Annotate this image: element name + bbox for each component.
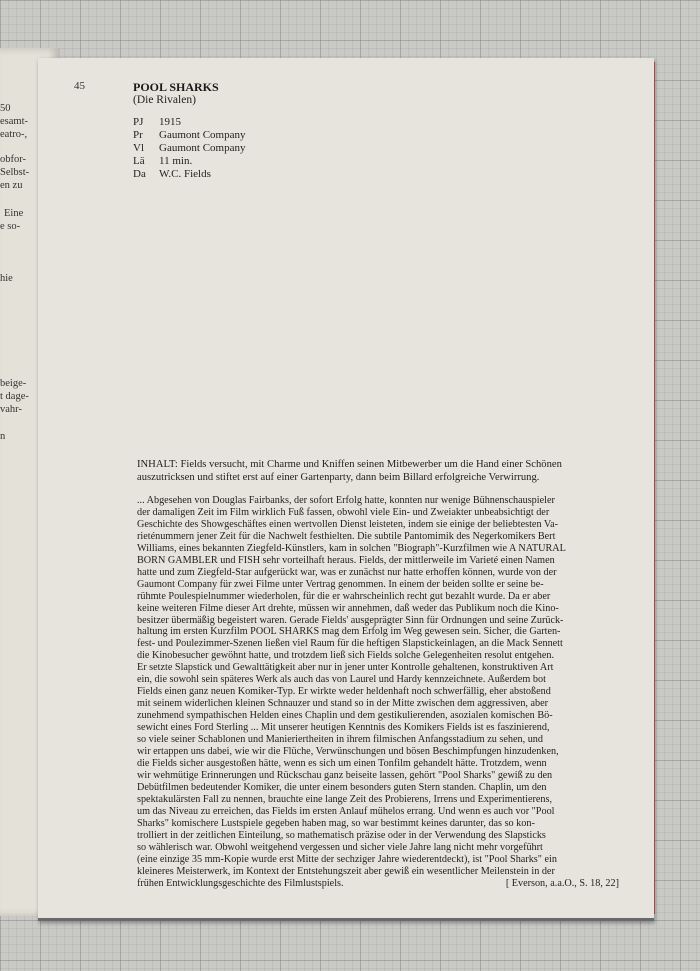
body-line: Er setzte Slapstick und Gewalttätigkeit aber nur in jener unter Kontrolle gehaltenen, konstruktiven Art (137, 662, 554, 674)
left-fragment: en zu (0, 180, 23, 191)
body-line: rühmte Poulespielnummer wiederholen, für die er wahrscheinlich recht gut bezahlt wurde. Da er aber (137, 590, 551, 602)
body-line: sewicht eines Ford Sterling ... Mit unserer heutigen Kenntnis des Komikers Fields ist es faszinierend, (137, 722, 550, 734)
left-fragment: beige- (0, 378, 27, 389)
body-line: Williams, eines bekannten Ziegfeld-Künstlers, kam in solchen "Biograph"-Kurzfilmen wie A NATURAL (137, 542, 566, 554)
body-line: zunehmend sympathischen Helden eines Chaplin und dem gestikulierenden, asozialen komischen Bö- (137, 710, 553, 722)
body-line: Gaumont Company für zwei Filme unter Vertrag genommen. In einem der beiden sollte er seine be- (137, 578, 544, 590)
body-line: Debütfilmen bedeutender Komiker, die unter einem besonders guten Stern standen. Chaplin, um den (137, 781, 547, 793)
source-citation: [ Everson, a.a.O., S. 18, 22] (505, 877, 619, 889)
body-line: wir ertappen uns dabei, wie wir die Flüche, Verwünschungen und bösen Beschimpfungen hinzudenken, (137, 746, 559, 758)
body-line: spektakulärsten Fall zu nennen, brauchte eine lange Zeit des Probierens, Irrens und Experimentierens, (137, 793, 552, 805)
left-fragment: eatro-, (0, 129, 28, 140)
credit-row (133, 142, 245, 155)
credit-value: Gaumont Company (159, 129, 246, 141)
body-line: besitzer übermäßig begeistert waren. Gerade Fields' ausgeprägter Sinn für Ordnungen und seine Zurück- (137, 614, 564, 626)
credit-key: PJ (133, 116, 144, 128)
left-fragment: hie (0, 273, 13, 284)
body-line: fest- und Poulezimmer-Szenen ließen viel Raum für die heftigen Slapstickeinlagen, an die Mack Sennett (137, 638, 563, 650)
book-page (38, 58, 654, 921)
summary-paragraph (137, 459, 619, 484)
body-line: Sharks" komischere Lustspiele gegeben haben mag, so war bestimmt keines darunter, das so kon- (137, 817, 535, 829)
body-line: keine weiteren Filme dieser Art drehte, müssen wir annehmen, daß weder das Publikum noch die Kino- (137, 602, 559, 614)
credit-row (133, 129, 245, 142)
body-line-text: frühen Entwicklungsgeschichte des Filmlustspiels. (137, 877, 344, 889)
left-fragment: 50 (0, 103, 11, 114)
body-line: ein, die sowohl sein späteres Werk als auch das von Laurel und Hardy kennzeichnete. Außerdem bot (137, 674, 546, 686)
left-fragment: Selbst- (0, 167, 30, 178)
left-fragment: vahr- (0, 404, 22, 415)
body-line: (eine einzige 35 mm-Kopie wurde erst Mitte der sechziger Jahre wiederentdeckt), ist "Pool Sharks" ein (137, 853, 557, 865)
body-line: Geschichte des Showgeschäftes einen wertvollen Dienst leisteten, indem sie einige der beliebtesten Va- (137, 518, 559, 530)
left-fragment: t dage- (0, 391, 29, 402)
body-line (137, 878, 619, 890)
body-line: der damaligen Zeit im Film wirklich Fuß fassen, obwohl viele Ein- und Zweiakter unbeabsichtigt der (137, 506, 550, 518)
summary-line: INHALT: Fields versucht, mit Charme und Kniffen seinen Mitbewerber um die Hand einer Schönen (137, 459, 562, 470)
credit-value: W.C. Fields (159, 168, 211, 180)
body-line: um das Niveau zu erreichen, das Fields im ersten Anlauf mühelos errang. Und wenn es auch vor "Pool (137, 805, 555, 817)
left-fragment: e so- (0, 221, 21, 232)
left-fragment: Eine (4, 208, 24, 219)
credit-value: 11 min. (159, 155, 193, 167)
summary-line: auszutricksen und stiftet erst auf einer Gartenparty, dann beim Billard erfolgreiche Verwirrung. (137, 471, 540, 483)
credit-key: Pr (133, 129, 143, 141)
body-line: hatte und zum Ziegfeld-Star aufgerückt war, was er zunächst nur hatte erhoffen können, wurde von der (137, 566, 557, 578)
left-fragment: n (0, 431, 6, 442)
page-number: 45 (74, 80, 85, 92)
credit-row (133, 155, 245, 168)
credit-key: Vl (133, 142, 144, 154)
film-subtitle: (Die Rivalen) (133, 94, 196, 106)
body-line: die Fields sicher ausgestoßen hätte, wenn es sich um einen Tonfilm gehandelt hätte. Trotzdem, wenn (137, 757, 547, 769)
credit-value: 1915 (159, 116, 181, 128)
credits-list (133, 116, 245, 181)
left-fragment: esamt- (0, 116, 28, 127)
body-line: so wählerisch war. Obwohl weitgehend vergessen und sicher viele Jahre lang nicht mehr vorgeführt (137, 841, 543, 853)
review-body (137, 495, 619, 889)
left-fragment: obfor- (0, 154, 27, 165)
body-line: mit seinem widerlichen kleinen Schnauzer und stand so in der Mitte zwischen dem aggressiven, aber (137, 698, 549, 710)
film-title: POOL SHARKS (133, 80, 219, 94)
body-line: kleineres Meisterwerk, im Kontext der Entstehungszeit aber gewiß ein wesentlicher Meilenstein in der (137, 865, 555, 877)
credit-value: Gaumont Company (159, 142, 246, 154)
body-line: rieténummern jener Zeit für die Nachwelt festhielten. Die subtile Pantomimik des Negerkomikers Bert (137, 530, 556, 542)
body-line: ... Abgesehen von Douglas Fairbanks, der sofort Erfolg hatte, konnten nur wenige Bühnenschauspieler (137, 495, 555, 506)
body-line: trolliert in der zeitlichen Einteilung, so mathematisch präzise oder in der Verwendung des Slapsticks (137, 829, 546, 841)
body-line: Fields einen ganz neuen Komiker-Typ. Er wirkte weder heldenhaft noch schwerfällig, eher abstoßend (137, 686, 551, 698)
body-line: haltung im ersten Kurzfilm POOL SHARKS mag dem Erfolg im Weg gewesen sein. Sicher, die Garten- (137, 626, 561, 638)
body-line: die Kinobesucher gewöhnt hatte, und trotzdem ließ sich Fields solche Gelegenheiten resolut entgehen. (137, 650, 555, 662)
credit-row (133, 116, 245, 129)
body-line: so viele seiner Schablonen und Manieriertheiten in ihrem filmischen Anfangsstadium zu sehen, und (137, 734, 543, 746)
body-line: wir wehmütige Erinnerungen und Rückschau ganz beiseite lassen, gehört "Pool Sharks" gewiß zu den (137, 769, 553, 781)
credit-key: Lä (133, 155, 145, 167)
credit-key: Da (133, 168, 146, 180)
credit-row (133, 168, 245, 181)
body-line: BORN GAMBLER und FISH sehr vorteilhaft heraus. Fields, der mittlerweile im Varieté einen Namen (137, 554, 555, 566)
